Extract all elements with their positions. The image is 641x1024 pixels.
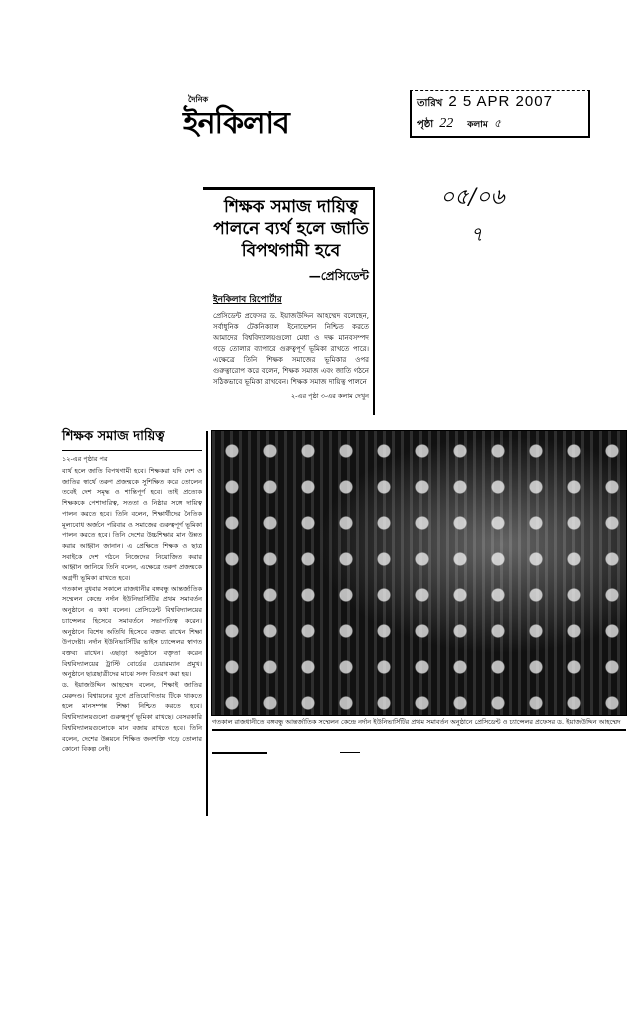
convocation-photo	[211, 430, 627, 716]
photo-caption: গতকাল রাজধানীতে বঙ্গবন্ধু আন্তর্জাতিক সম্মেলন কেন্দ্রে নর্দান ইউনিভার্সিটির প্রথম সমাবর্তন অনুষ্ঠানে প্রেসিডেন্ট ও চ্যান্সেলর প্রফেসর ড. ইয়াজউদ্দিন আহম্মেদ	[212, 717, 626, 731]
article-attribution: —প্রেসিডেন্ট	[308, 269, 369, 283]
stamp-column: ৫	[493, 117, 501, 130]
photo-texture	[212, 431, 626, 715]
column-rule	[206, 431, 208, 816]
masthead-prefix: দৈনিক	[188, 95, 209, 104]
handwritten-note-2: ৭	[470, 222, 484, 246]
stamp-page-row	[417, 115, 583, 134]
stamp-date-label: তারিখ	[417, 98, 443, 109]
continued-note: ২-এর পৃষ্ঠা ৩-এর কলাম দেখুন	[290, 392, 369, 400]
newspaper-masthead: ইনকিলাব	[183, 106, 289, 141]
stamp-page: 22	[439, 116, 454, 131]
stamp-column-label: কলাম	[467, 120, 488, 130]
stamp-page-label: পৃষ্ঠা	[417, 119, 434, 130]
article-lede: প্রেসিডেন্ট প্রফেসর ড. ইয়াজউদ্দিন আহম্মেদ বলেছেন, সর্বাধুনিক টেকনিক্যাল ইনোভেশন নিশ্চিত করতে আমাদের বিশ্ববিদ্যালয়গুলো মেধা ও দক্ষ মানবসম্পদ গড়ে তোলার ব্যাপারে গুরুত্বপূর্ণ ভূমিকা রাখতে পারে। এক্ষেত্রে তিনি শিক্ষক সমাজের ভূমিকার ওপর গুরুত্বারোপ করে বলেন, শিক্ষক সমাজ এবং জাতি গঠনে সঠিকভাবে ভূমিকা রাখবেন। শিক্ষক সমাজ দায়িত্ব পালনে	[213, 312, 369, 386]
continuation-from: ১২-এর পৃষ্ঠার পর	[62, 455, 108, 463]
continuation-column	[62, 427, 202, 755]
article-headline: শিক্ষক সমাজ দায়িত্ব পালনে ব্যর্থ হলে জাতি বিপথগামী হবে	[213, 197, 369, 261]
page-body	[0, 187, 641, 817]
continuation-title: শিক্ষক সমাজ দায়িত্ব	[62, 427, 202, 451]
handwritten-note: ০৫/০৬	[440, 185, 505, 210]
masthead	[183, 94, 289, 141]
date-stamp	[410, 90, 590, 138]
continuation-body: ব্যর্থ হলে জাতি বিপথগামী হবে। শিক্ষকরা যদি দেশ ও জাতির স্বার্থে তরুণ প্রজন্মকে সুশিক্ষিত করে তোলেন তবেই দেশ সমৃদ্ধ ও শান্তিপূর্ণ হবে। তাই প্রত্যেক শিক্ষককে পেশাদারিত্ব, সততা ও নিষ্ঠার সঙ্গে দায়িত্ব পালন করতে হবে। তিনি বলেন, শিক্ষার্থীদের নৈতিক মূল্যবোধ অর্জনে পরিবার ও সমাজের গুরুত্বপূর্ণ ভূমিকা পালন করতে হবে। তিনি দেশের উচ্চশিক্ষার মান উন্নত করার আহ্বান জানান। এ প্রেক্ষিতে শিক্ষক ও ছাত্র সবাইকে দেশ গঠনে নিজেদের নিয়োজিত করার আহ্বান জানিয়ে তিনি বলেন, এক্ষেত্রে তরুণ প্রজন্মকে অগ্রণী ভূমিকা রাখতে হবে। গতকাল বুধবার সকালে রাজধানীর বঙ্গবন্ধু আন্তর্জাতিক সম্মেলন কেন্দ্রে নর্দান ইউনিভার্সিটির প্রথম সমাবর্তন অনুষ্ঠানে এ কথা বলেন। প্রেসিডেন্ট বিশ্ববিদ্যালয়ের চ্যান্সেলর হিসেবে সমাবর্তনে সভাপতিত্ব করেন। অনুষ্ঠানে বিশেষ অতিথি হিসেবে বক্তব্য রাখেন শিক্ষা উপদেষ্টা। নর্দান ইউনিভার্সিটির ভাইস চ্যান্সেলর স্বাগত বক্তব্য রাখেন। এছাড়া অনুষ্ঠানে বক্তৃতা করেন বিশ্ববিদ্যালয়ের ট্রাস্টি বোর্ডের চেয়ারম্যান প্রমুখ। অনুষ্ঠানে ছাত্রছাত্রীদের মাঝে সনদ বিতরণ করা হয়। ড. ইয়াজউদ্দিন আহম্মেদ বলেন, শিক্ষাই জাতির মেরুদণ্ড। বিশ্বায়নের যুগে প্রতিযোগিতায় টিকে থাকতে হলে মানসম্পন্ন শিক্ষা নিশ্চিত করতে হবে। বিশ্ববিদ্যালয়গুলো গুরুত্বপূর্ণ ভূমিকা রাখছে। বেসরকারি বিশ্ববিদ্যালয়গুলোকে মান বজায় রাখতে হবে। তিনি বলেন, দেশের উন্নয়নে শিক্ষিত জনশক্তি গড়ে তোলার কোনো বিকল্প নেই।	[62, 467, 202, 754]
lower-section	[0, 427, 641, 817]
divider	[212, 752, 267, 754]
stamp-date: 2 5 APR 2007	[448, 93, 553, 110]
stamp-date-row	[417, 93, 583, 113]
front-page-article	[203, 187, 375, 415]
article-reporter: ইনকিলাব রিপোর্টার	[213, 295, 282, 305]
divider	[340, 752, 360, 753]
